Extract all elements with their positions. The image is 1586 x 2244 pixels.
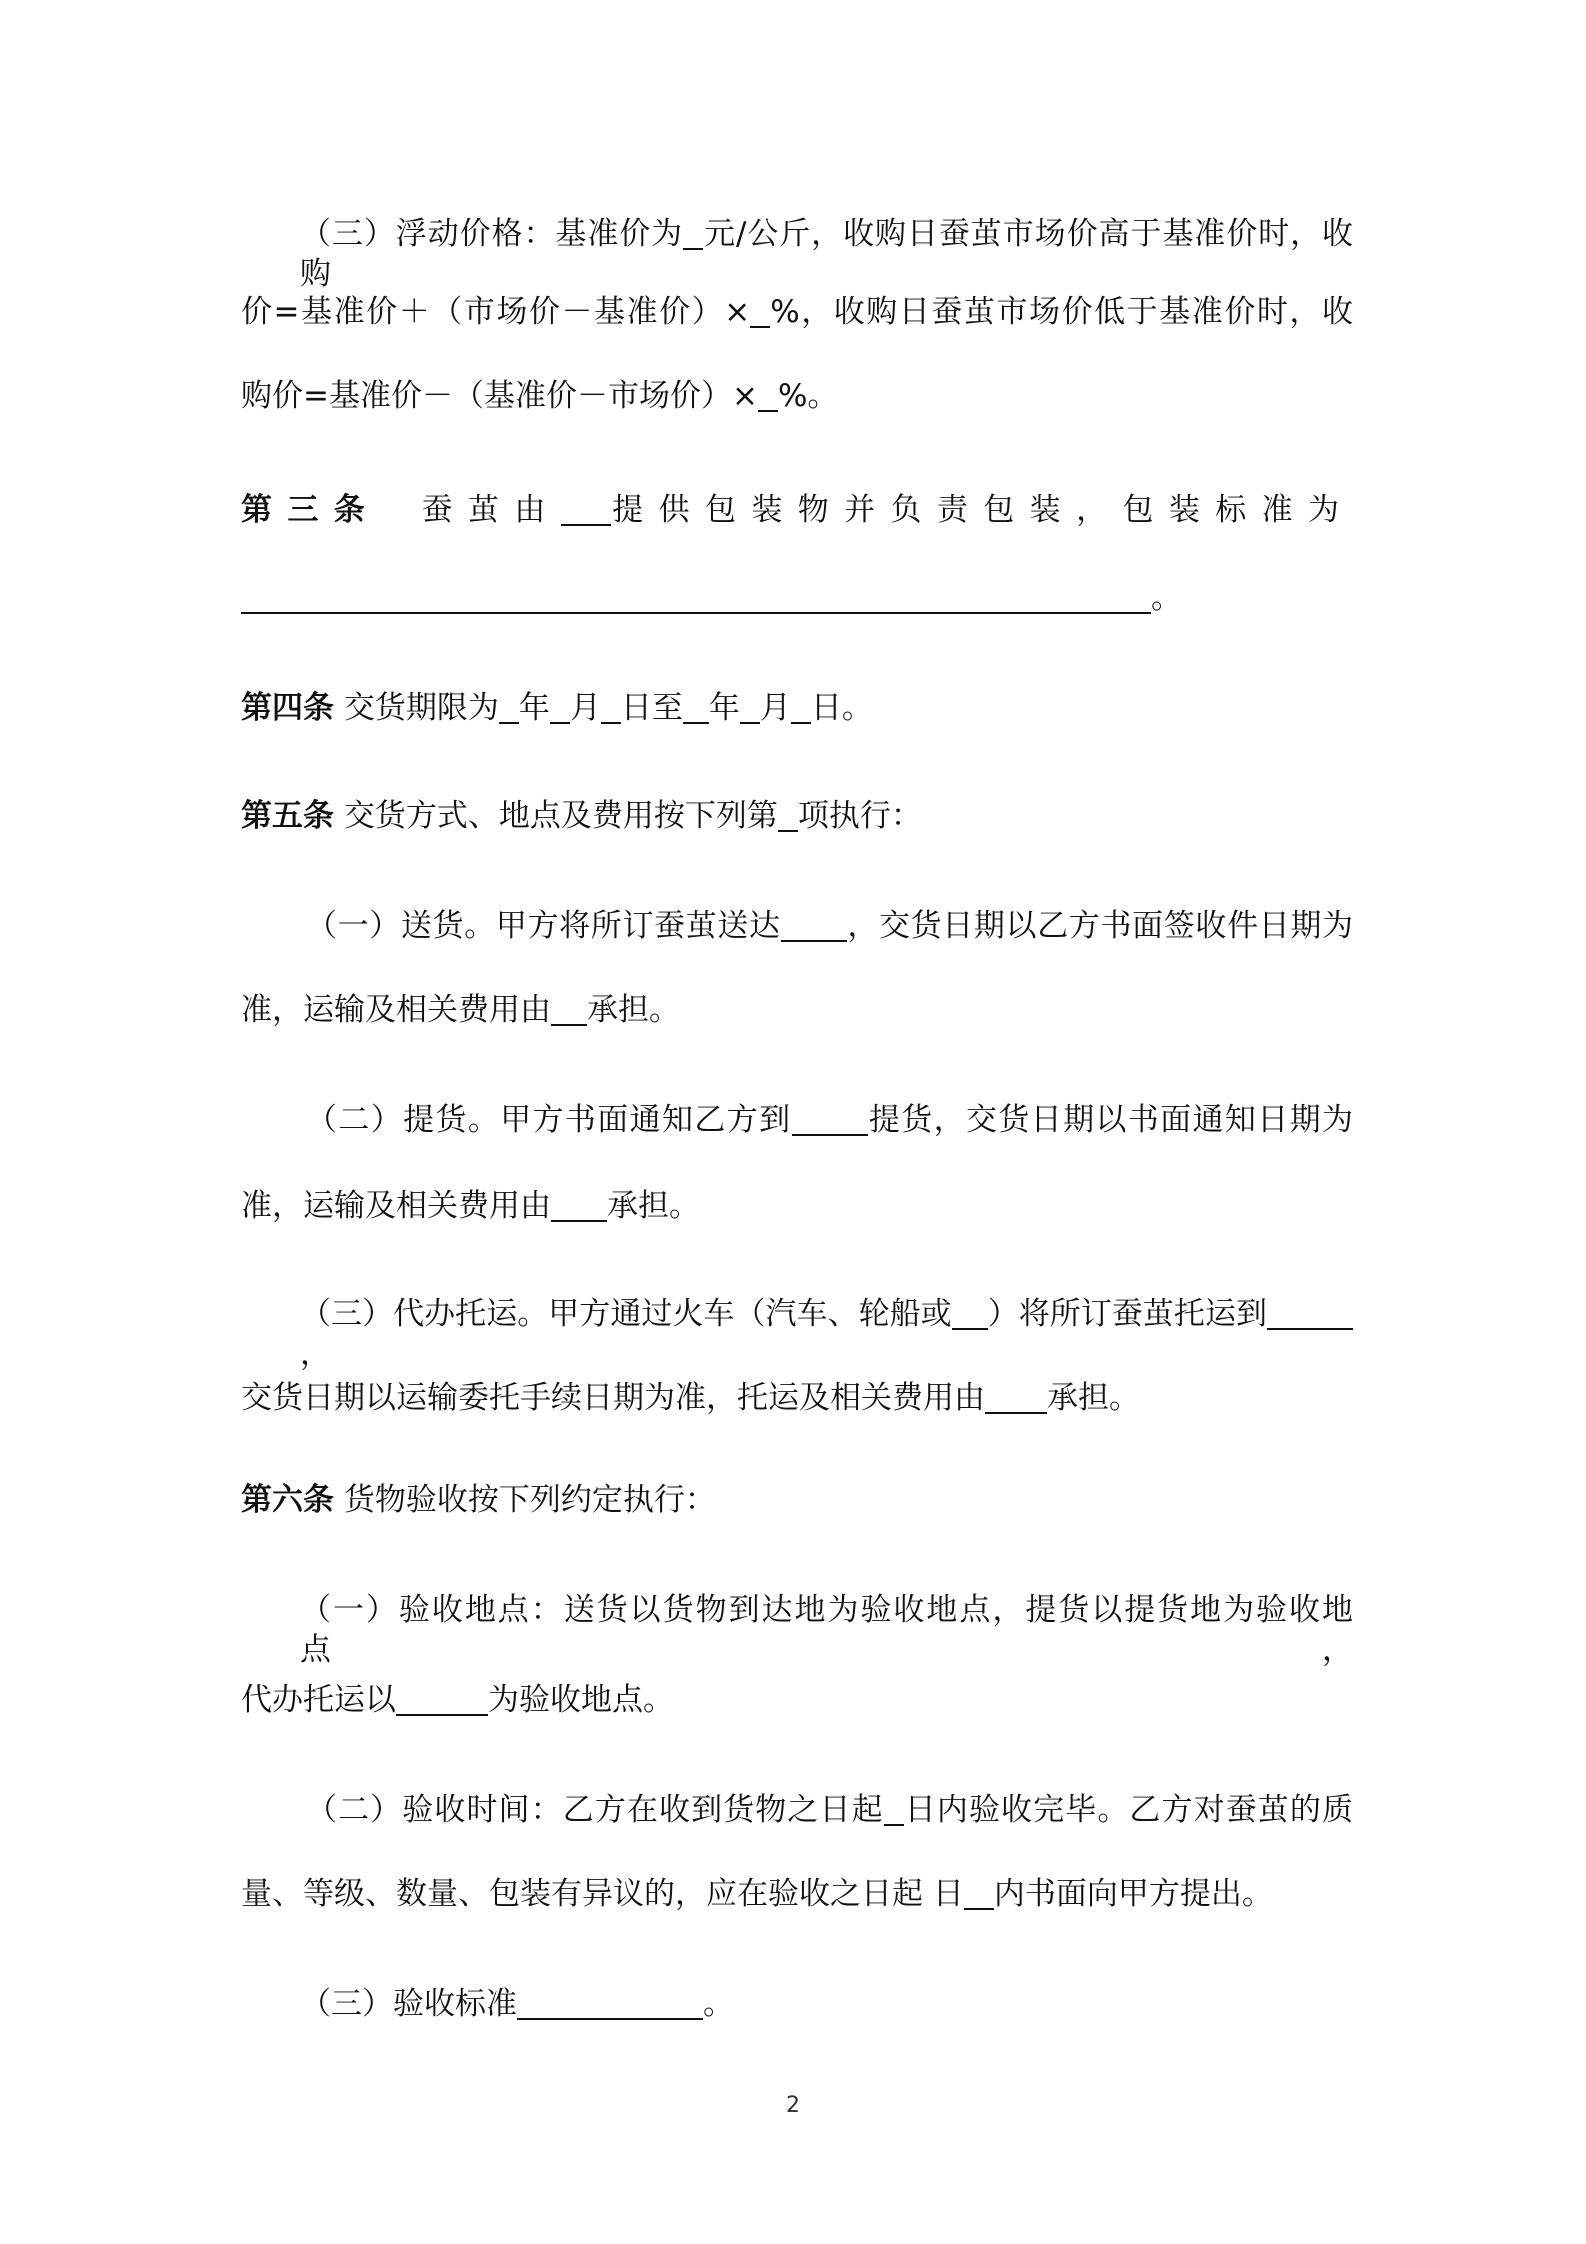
blank-end-month	[740, 692, 760, 724]
blank-packer	[561, 494, 611, 526]
float-price-line-1: （三）浮动价格：基准价为 元/公斤，收购日蚕茧市场价高于基准价时，收购	[300, 216, 1353, 292]
blank-pickup-cost-bearer	[551, 1190, 607, 1222]
blank-packing-standard	[241, 582, 1151, 614]
article-6-p2-line-2: 量、等级、数量、包装有异议的，应在验收之日起 日 内书面向甲方提出。	[241, 1876, 1273, 1912]
blank-percent-down	[758, 380, 778, 412]
blank-consignment-destination	[1267, 1298, 1353, 1330]
blank-delivery-cost-bearer	[551, 994, 587, 1026]
article-6-title: 第六条	[241, 1482, 334, 1518]
article-5: 第五条 交货方式、地点及费用按下列第 项执行：	[241, 798, 922, 834]
article-6-p1-line-1: （一）验收地点：送货以货物到达地为验收地点，提货以提货地为验收地点，	[300, 1592, 1353, 1668]
article-6: 第六条 货物验收按下列约定执行：	[241, 1482, 716, 1518]
article-5-title: 第五条	[241, 798, 334, 834]
article-3-title: 第三条	[241, 492, 381, 528]
blank-base-price	[683, 218, 703, 250]
article-6-p1-line-2: 代办托运以 为验收地点。	[241, 1682, 674, 1718]
blank-objection-days	[964, 1878, 994, 1910]
article-3-line-1: 第三条 蚕茧由 提供包装物并负责包装，包装标准为	[241, 492, 1354, 528]
article-5-p1-line-2: 准，运输及相关费用由 承担。	[241, 992, 680, 1028]
float-price-line-3: 购价=基准价－（基准价－市场价）× %。	[241, 378, 839, 414]
article-4-title: 第四条	[241, 690, 334, 726]
float-price-line-2: 价=基准价＋（市场价－基准价）× %，收购日蚕茧市场价低于基准价时，收	[241, 294, 1353, 330]
page-number: 2	[786, 2093, 800, 2118]
blank-transport-other	[952, 1298, 988, 1330]
blank-inspection-standard	[517, 1988, 703, 2020]
blank-delivery-place	[781, 910, 847, 942]
article-5-p3-line-2: 交货日期以运输委托手续日期为准，托运及相关费用由 承担。	[241, 1380, 1140, 1416]
article-5-p2-line-1: （二）提货。甲方书面通知乙方到 提货，交货日期以书面通知日期为	[306, 1102, 1353, 1138]
article-6-p3: （三）验收标准 。	[300, 1986, 734, 2022]
blank-inspection-days	[884, 1794, 904, 1826]
blank-pickup-place	[792, 1104, 868, 1136]
article-4: 第四条 交货期限为 年 月 日至 年 月 日。	[241, 690, 873, 726]
article-5-p2-line-2: 准，运输及相关费用由 承担。	[241, 1188, 700, 1224]
blank-start-year	[499, 692, 519, 724]
blank-start-month	[550, 692, 570, 724]
article-6-p2-line-1: （二）验收时间：乙方在收到货物之日起 日内验收完毕。乙方对蚕茧的质	[306, 1792, 1353, 1828]
article-3-line-2: 。	[241, 578, 1353, 618]
blank-consignment-cost-bearer	[985, 1382, 1047, 1414]
blank-percent-up	[750, 296, 770, 328]
article-5-p1-line-1: （一）送货。甲方将所订蚕茧送达 ，交货日期以乙方书面签收件日期为	[306, 908, 1354, 944]
blank-option	[778, 800, 798, 832]
blank-consignment-inspection-place	[396, 1684, 488, 1716]
blank-end-day	[791, 692, 811, 724]
article-5-p3-line-1: （三）代办托运。甲方通过火车（汽车、轮船或 ）将所订蚕茧托运到，	[300, 1294, 1353, 1374]
blank-start-day	[601, 692, 621, 724]
blank-end-year	[683, 692, 709, 724]
